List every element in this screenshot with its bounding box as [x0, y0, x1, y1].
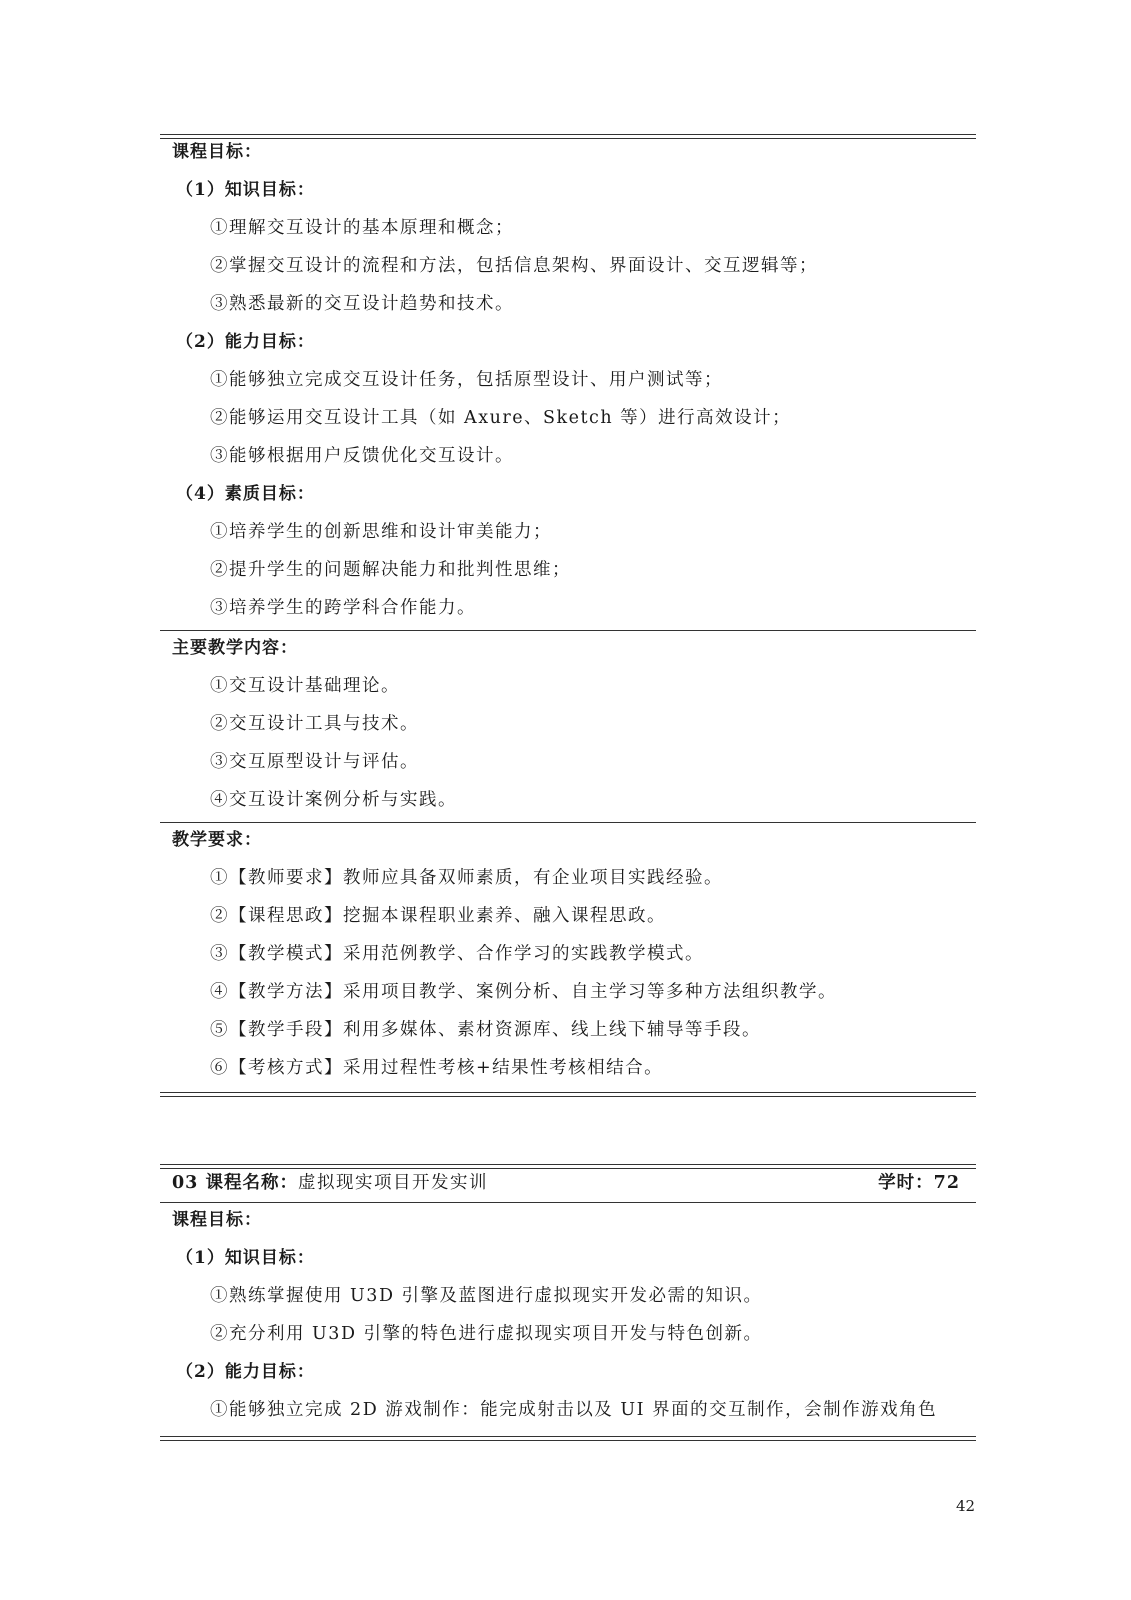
divider-rule: [160, 822, 976, 823]
knowledge-goals-heading: （1）知识目标：: [176, 1248, 315, 1268]
ability-goal-item: ①能够独立完成交互设计任务，包括原型设计、用户测试等；: [210, 370, 723, 390]
knowledge-goal-item: ②充分利用 U3D 引擎的特色进行虚拟现实项目开发与特色创新。: [210, 1324, 763, 1344]
teaching-content-item: ④交互设计案例分析与实践。: [210, 790, 457, 810]
teaching-content-item: ①交互设计基础理论。: [210, 676, 400, 696]
course-goals-heading: 课程目标：: [172, 142, 262, 162]
ability-goal-item: ③能够根据用户反馈优化交互设计。: [210, 446, 514, 466]
section-end-double-rule: [160, 1092, 976, 1097]
knowledge-goal-item: ②掌握交互设计的流程和方法，包括信息架构、界面设计、交互逻辑等；: [210, 256, 818, 276]
teaching-requirement-item: ⑤【教学手段】利用多媒体、素材资源库、线上线下辅导等手段。: [210, 1020, 761, 1040]
ability-goal-item: ①能够独立完成 2D 游戏制作：能完成射击以及 UI 界面的交互制作，会制作游戏角色: [210, 1400, 938, 1420]
top-double-rule: [160, 134, 976, 139]
teaching-requirement-item: ③【教学模式】采用范例教学、合作学习的实践教学模式。: [210, 944, 704, 964]
course-header-top-rule: [160, 1164, 976, 1169]
course-goals-heading: 课程目标：: [172, 1210, 262, 1230]
teaching-content-item: ③交互原型设计与评估。: [210, 752, 419, 772]
teaching-requirement-item: ②【课程思政】挖掘本课程职业素养、融入课程思政。: [210, 906, 666, 926]
ability-goals-heading: （2）能力目标：: [176, 1362, 315, 1382]
knowledge-goal-item: ①熟练掌握使用 U3D 引擎及蓝图进行虚拟现实开发必需的知识。: [210, 1286, 763, 1306]
teaching-requirement-item: ①【教师要求】教师应具备双师素质，有企业项目实践经验。: [210, 868, 723, 888]
knowledge-goal-item: ①理解交互设计的基本原理和概念；: [210, 218, 514, 238]
page-number: 42: [956, 1497, 976, 1515]
ability-goals-heading: （2）能力目标：: [176, 332, 315, 352]
bottom-double-rule: [160, 1436, 976, 1441]
course-name-value: 虚拟现实项目开发实训: [297, 1173, 488, 1193]
course-name-label: 03 课程名称：: [172, 1173, 298, 1193]
divider-rule: [160, 1202, 976, 1203]
teaching-requirement-item: ⑥【考核方式】采用过程性考核+结果性考核相结合。: [210, 1058, 664, 1078]
quality-goal-item: ②提升学生的问题解决能力和批判性思维；: [210, 560, 571, 580]
course-name-row: [172, 1171, 960, 1195]
knowledge-goals-heading: （1）知识目标：: [176, 180, 315, 200]
course-hours: 学时：72: [878, 1173, 960, 1193]
quality-goals-heading: （4）素质目标：: [176, 484, 315, 504]
teaching-content-item: ②交互设计工具与技术。: [210, 714, 419, 734]
divider-rule: [160, 630, 976, 631]
teaching-requirement-item: ④【教学方法】采用项目教学、案例分析、自主学习等多种方法组织教学。: [210, 982, 837, 1002]
ability-goal-item: ②能够运用交互设计工具（如 Axure、Sketch 等）进行高效设计；: [210, 408, 792, 428]
knowledge-goal-item: ③熟悉最新的交互设计趋势和技术。: [210, 294, 514, 314]
teaching-requirements-heading: 教学要求：: [172, 830, 262, 850]
quality-goal-item: ①培养学生的创新思维和设计审美能力；: [210, 522, 552, 542]
teaching-content-heading: 主要教学内容：: [172, 638, 298, 658]
quality-goal-item: ③培养学生的跨学科合作能力。: [210, 598, 476, 618]
